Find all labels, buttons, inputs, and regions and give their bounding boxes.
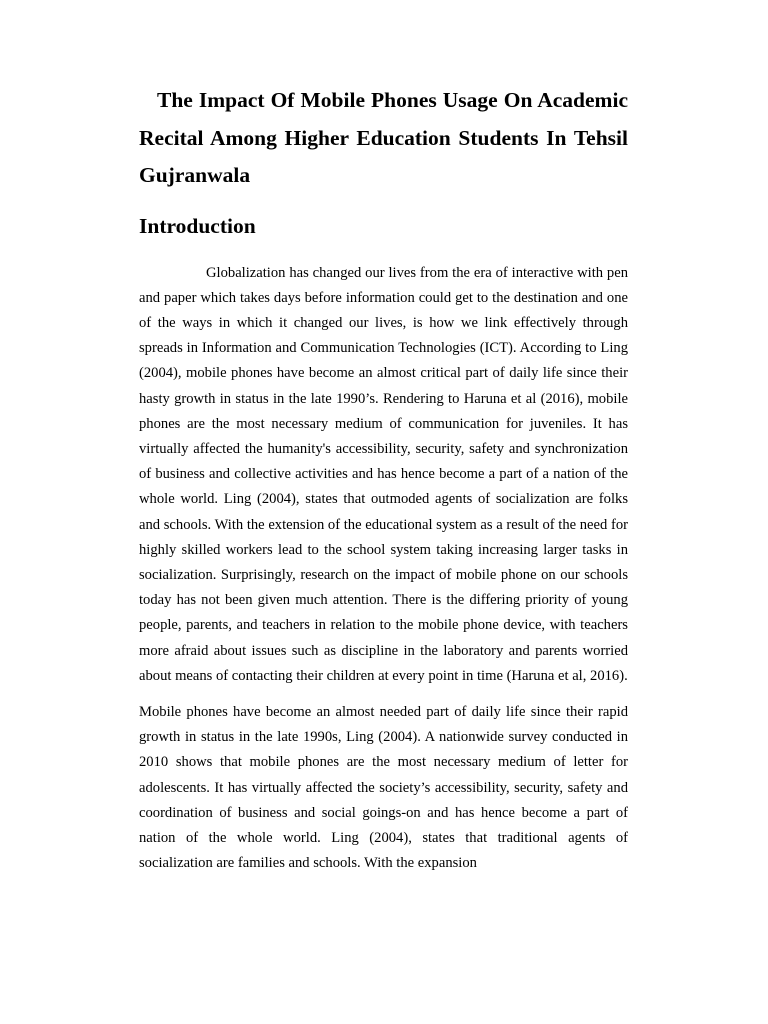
- document-title: The Impact Of Mobile Phones Usage On Academic Recital Among Higher Education Students In Tehsil Gujranwala: [139, 88, 628, 187]
- section-heading-introduction: Introduction: [139, 213, 256, 238]
- paragraph: Globalization has changed our lives from the era of interactive with pen and paper which takes days before information could get to the destination and one of the ways in which it changed our lives, is how we link effectively through spreads in Information and Communication Technologies (ICT). According to Ling (2004), mobile phones have become an almost critical part of daily life since their hasty growth in status in the late 1990’s. Rendering to Haruna et al (2016), mobile phones are the most necessary medium of communication for juveniles. It has virtually affected the humanity's accessibility, security, safety and synchronization of business and collective activities and has hence become a part of a nation of the whole world. Ling (2004), states that outmoded agents of socialization are folks and schools. With the extension of the educational system as a result of the need for highly skilled workers lead to the school system taking increasing larger tasks in socialization. Surprisingly, research on the impact of mobile phone on our schools today has not been given much attention. There is the differing priority of young people, parents, and teachers in relation to the mobile phone device, with teachers more afraid about issues such as discipline in the laboratory and parents worried about means of contacting their children at every point in time (Haruna et al, 2016).: [139, 264, 628, 684]
- document-page: [139, 82, 628, 876]
- paragraph: Mobile phones have become an almost needed part of daily life since their rapid growth in status in the late 1990s, Ling (2004). A nationwide survey conducted in 2010 shows that mobile phones are the most necessary medium of letter for adolescents. It has virtually affected the society’s accessibility, security, safety and coordination of business and social goings-on and has hence become a part of nation of the whole world. Ling (2004), states that traditional agents of socialization are families and schools. With the expansion: [139, 703, 628, 872]
